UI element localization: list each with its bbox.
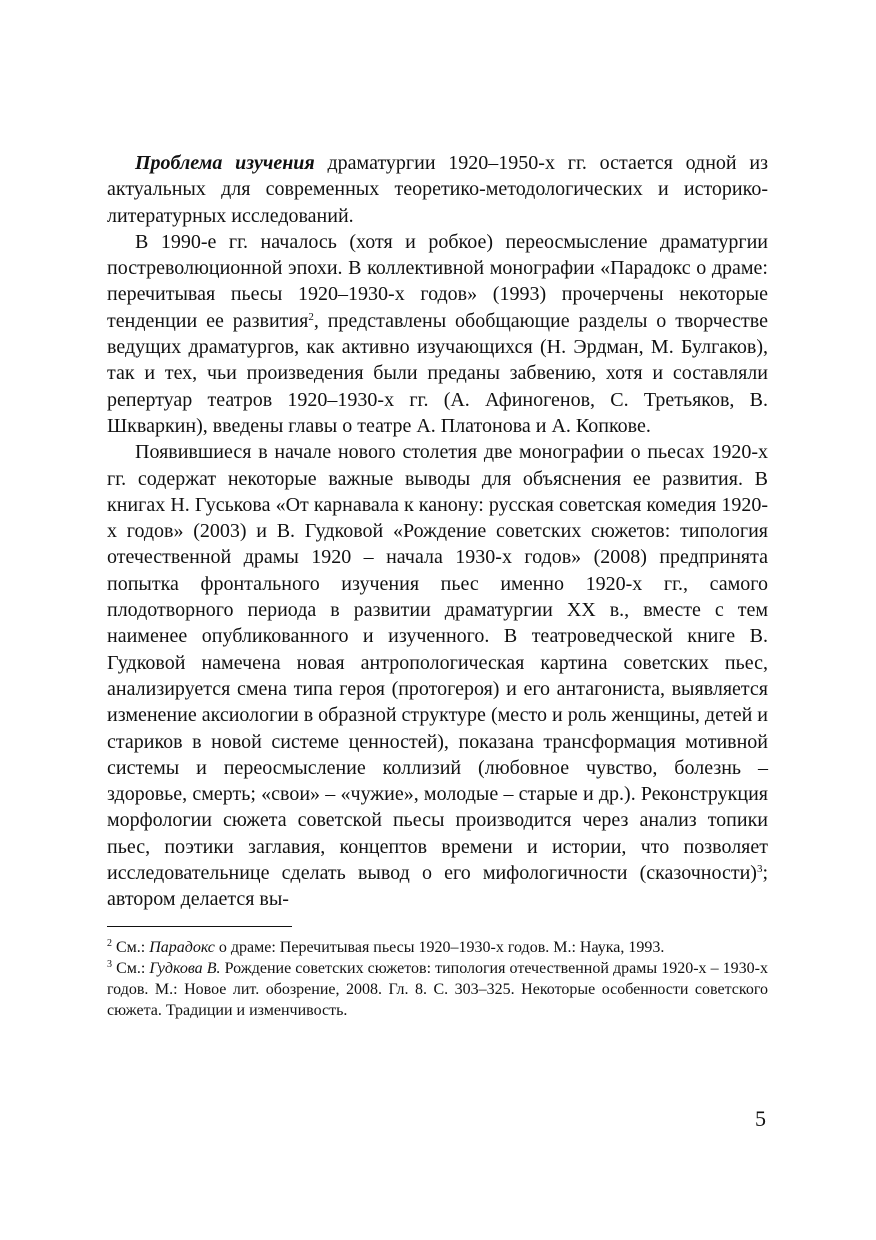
body-text xyxy=(107,150,768,913)
footnote-divider xyxy=(107,926,292,927)
footnote-italic: Гудкова В. xyxy=(149,959,221,977)
footnotes xyxy=(107,937,768,1021)
footnote-prefix: См.: xyxy=(112,938,150,956)
paragraph-text: В 1990-е гг. началось (хотя и робкое) переосмысление драматургии постреволюционной эпохи. В коллективной монографии «Парадокс о драме: перечитывая пьесы 1920–1930-х годов» (1993) прочерчены некоторые тенденции ее развития xyxy=(107,230,768,332)
footnote-italic: Парадокс xyxy=(149,938,215,956)
footnote-prefix: См.: xyxy=(112,959,150,977)
paragraph-lead: Проблема изучения xyxy=(135,152,315,174)
footnote-text: о драме: Перечитывая пьесы 1920–1930-х годов. М.: Наука, 1993. xyxy=(214,938,665,956)
page-content xyxy=(107,150,768,1021)
page-number: 5 xyxy=(755,1106,766,1131)
paragraph-text: , представлены обобщающие разделы о творчестве ведущих драматургов, как активно изучающихся (Н. Эрдман, М. Булгаков), так и тех, чьи произведения были преданы забвению, хотя и составляли репертуар театров 1920–1930-х гг. (А. Афиногенов, С. Третьяков, В. Шкваркин), введены главы о театре А. Платонова и А. Копкове. xyxy=(107,309,768,437)
footnote-ref[interactable]: 2 xyxy=(308,310,314,323)
footnote-text: Рождение советских сюжетов: типология отечественной драмы 1920-х – 1930-х годов. М.: Новое лит. обозрение, 2008. Гл. 8. С. 303–325. Некоторые особенности советского сюжета. Традиции и изменчивость. xyxy=(107,959,768,1019)
footnote-number: 3 xyxy=(107,958,112,970)
paragraph-1 xyxy=(107,150,768,229)
footnote-ref[interactable]: 3 xyxy=(756,863,763,876)
paragraph-3 xyxy=(107,439,768,912)
paragraph-2 xyxy=(107,229,768,439)
footnote-number: 2 xyxy=(107,937,112,949)
paragraph-text: Появившиеся в начале нового столетия две монографии о пьесах 1920-х гг. содержат некоторые важные выводы для объяснения ее развития. В книгах Н. Гуськова «От карнавала к канону: русская советская комедия 1920-х годов» (2003) и В. Гудковой «Рождение советских сюжетов: типология отечественной драмы 1920 – начала 1930-х годов» (2008) предпринята попытка фронтального изучения пьес именно 1920-х гг., самого плодотворного периода в развитии драматургии XX в., вместе с тем наименее опубликованного и изученного. В театроведческой книге В. Гудковой намечена новая антропологическая картина советских пьес, анализируется смена типа героя (протогероя) и его антагониста, выявляется изменение аксиологии в образной структуре (место и роль женщины, детей и стариков в новой системе ценностей), показана трансформация мотивной системы и переосмысление коллизий (любовное чувство, болезнь – здоровье, смерть; «свои» – «чужие», молодые – старые и др.). Реконструкция морфологии сюжета советской пьесы производится через анализ топики пьес, поэтики заглавия, концептов времени и истории, что позволяет исследовательнице сделать вывод о его мифологичности (сказочности) xyxy=(107,441,768,885)
paragraph-text: ; автором делается вы- xyxy=(107,862,768,911)
footnote-2 xyxy=(107,937,768,958)
footnote-3 xyxy=(107,958,768,1021)
paragraph-text: драматургии 1920–1950-х гг. остается одной из актуальных для современных теоретико-методологических и историко-литературных исследований. xyxy=(107,152,768,227)
